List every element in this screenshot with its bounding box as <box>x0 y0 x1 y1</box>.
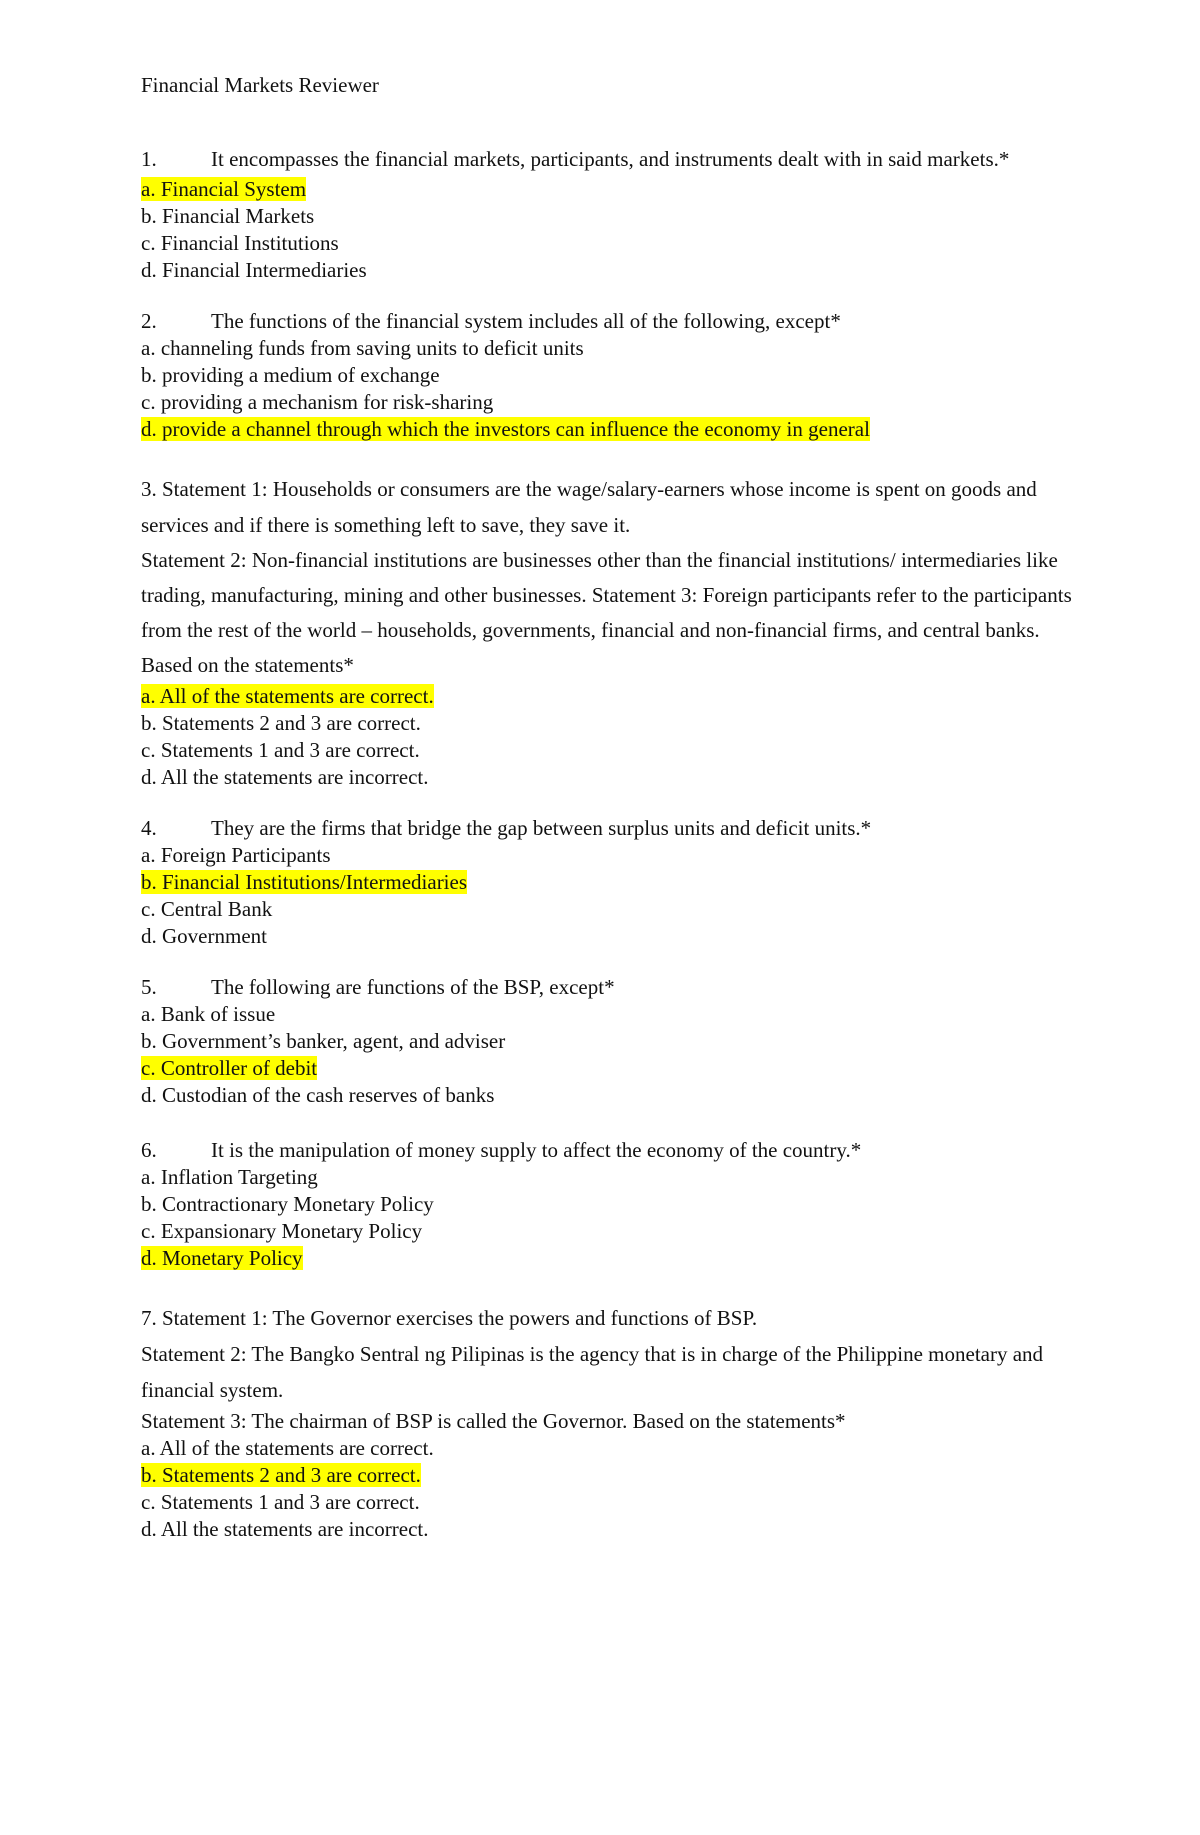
question-stem <box>141 815 1081 842</box>
answer-option-a <box>141 1001 1081 1028</box>
question-text: The following are functions of the BSP, except* <box>211 975 615 999</box>
question-2 <box>141 308 1081 443</box>
answer-option-d <box>141 416 1081 443</box>
option-text: d. Monetary Policy <box>141 1246 303 1270</box>
answer-option-a <box>141 1164 1081 1191</box>
answer-option-a <box>141 335 1081 362</box>
option-text: b. Financial Markets <box>141 204 315 228</box>
answer-option-b <box>141 869 1081 896</box>
question-4 <box>141 815 1081 950</box>
answer-option-d <box>141 1516 1081 1543</box>
question-stem <box>141 308 1081 335</box>
answer-option-b <box>141 203 1081 230</box>
option-text: a. All of the statements are correct. <box>141 1436 434 1460</box>
option-text: b. Government’s banker, agent, and adviser <box>141 1029 506 1053</box>
answer-option-b <box>141 1462 1081 1489</box>
option-text: d. Financial Intermediaries <box>141 258 367 282</box>
question-number: 6. <box>141 1138 157 1162</box>
answer-option-d <box>141 764 1081 791</box>
option-text: b. Statements 2 and 3 are correct. <box>141 711 421 735</box>
answer-option-a <box>141 842 1081 869</box>
question-1 <box>141 142 1081 284</box>
option-text: a. All of the statements are correct. <box>141 684 434 708</box>
answer-option-a <box>141 176 1081 203</box>
option-text: d. Custodian of the cash reserves of banks <box>141 1083 495 1107</box>
answer-option-a <box>141 1435 1081 1462</box>
question-text: It is the manipulation of money supply to affect the economy of the country.* <box>211 1138 862 1162</box>
answer-option-d <box>141 257 1081 284</box>
answer-option-d <box>141 923 1081 950</box>
option-text: b. Financial Institutions/Intermediaries <box>141 870 468 894</box>
question-stem-continued: Statement 2: The Bangko Sentral ng Pilipinas is the agency that is in charge of the Philippine monetary and financial system. <box>141 1342 1044 1402</box>
option-text: d. provide a channel through which the investors can influence the economy in general <box>141 417 870 441</box>
option-text: b. Statements 2 and 3 are correct. <box>141 1463 421 1487</box>
question-number: 4. <box>141 816 157 840</box>
option-text: a. Bank of issue <box>141 1002 276 1026</box>
option-text: c. Financial Institutions <box>141 231 339 255</box>
question-3 <box>141 471 1081 791</box>
option-text: d. All the statements are incorrect. <box>141 765 429 789</box>
question-stem-continued: Statement 3: The chairman of BSP is called the Governor. Based on the statements* <box>141 1409 846 1433</box>
option-text: c. Central Bank <box>141 897 273 921</box>
question-6 <box>141 1137 1081 1272</box>
answer-option-c <box>141 1055 1081 1082</box>
question-text: They are the firms that bridge the gap between surplus units and deficit units.* <box>211 816 872 840</box>
question-stem: 3. Statement 1: Households or consumers are the wage/salary-earners whose income is spent on goods and services and if there is something left to save, they save it. <box>141 477 1037 537</box>
answer-option-d <box>141 1245 1081 1272</box>
question-stem <box>141 1137 1081 1164</box>
option-text: c. Controller of debit <box>141 1056 318 1080</box>
option-text: c. Statements 1 and 3 are correct. <box>141 1490 420 1514</box>
question-number: 2. <box>141 309 157 333</box>
option-text: a. Inflation Targeting <box>141 1165 318 1189</box>
answer-option-d <box>141 1082 1081 1109</box>
question-text: The functions of the financial system includes all of the following, except* <box>211 309 841 333</box>
option-text: d. Government <box>141 924 267 948</box>
question-number: 1. <box>141 147 157 171</box>
answer-option-c <box>141 896 1081 923</box>
question-stem <box>141 142 1081 176</box>
answer-option-c <box>141 389 1081 416</box>
answer-option-c <box>141 1218 1081 1245</box>
answer-option-b <box>141 1028 1081 1055</box>
answer-option-c <box>141 1489 1081 1516</box>
option-text: c. Statements 1 and 3 are correct. <box>141 738 420 762</box>
answer-option-b <box>141 1191 1081 1218</box>
answer-option-c <box>141 737 1081 764</box>
option-text: b. providing a medium of exchange <box>141 363 440 387</box>
option-text: c. providing a mechanism for risk-sharing <box>141 390 494 414</box>
option-text: a. channeling funds from saving units to deficit units <box>141 336 584 360</box>
answer-option-b <box>141 710 1081 737</box>
answer-option-c <box>141 230 1081 257</box>
document-page <box>141 68 1081 1567</box>
option-text: b. Contractionary Monetary Policy <box>141 1192 434 1216</box>
answer-option-a <box>141 683 1081 710</box>
question-stem <box>141 974 1081 1001</box>
answer-option-b <box>141 362 1081 389</box>
document-title: Financial Markets Reviewer <box>141 73 379 97</box>
question-number: 5. <box>141 975 157 999</box>
question-stem-continued: Statement 2: Non-financial institutions are businesses other than the financial institutions/ intermediaries like trading, manufacturing, mining and other businesses. Statement 3: Foreign participants refer to the participants from the rest of the world – households, governments, financial and non-financial firms, and central banks. Based on the statements* <box>141 548 1072 677</box>
question-7 <box>141 1300 1081 1543</box>
option-text: a. Foreign Participants <box>141 843 331 867</box>
question-stem: 7. Statement 1: The Governor exercises the powers and functions of BSP. <box>141 1306 758 1330</box>
option-text: d. All the statements are incorrect. <box>141 1517 429 1541</box>
option-text: c. Expansionary Monetary Policy <box>141 1219 423 1243</box>
question-text: It encompasses the financial markets, participants, and instruments dealt with in said markets.* <box>211 147 1010 171</box>
question-5 <box>141 974 1081 1109</box>
option-text: a. Financial System <box>141 177 307 201</box>
